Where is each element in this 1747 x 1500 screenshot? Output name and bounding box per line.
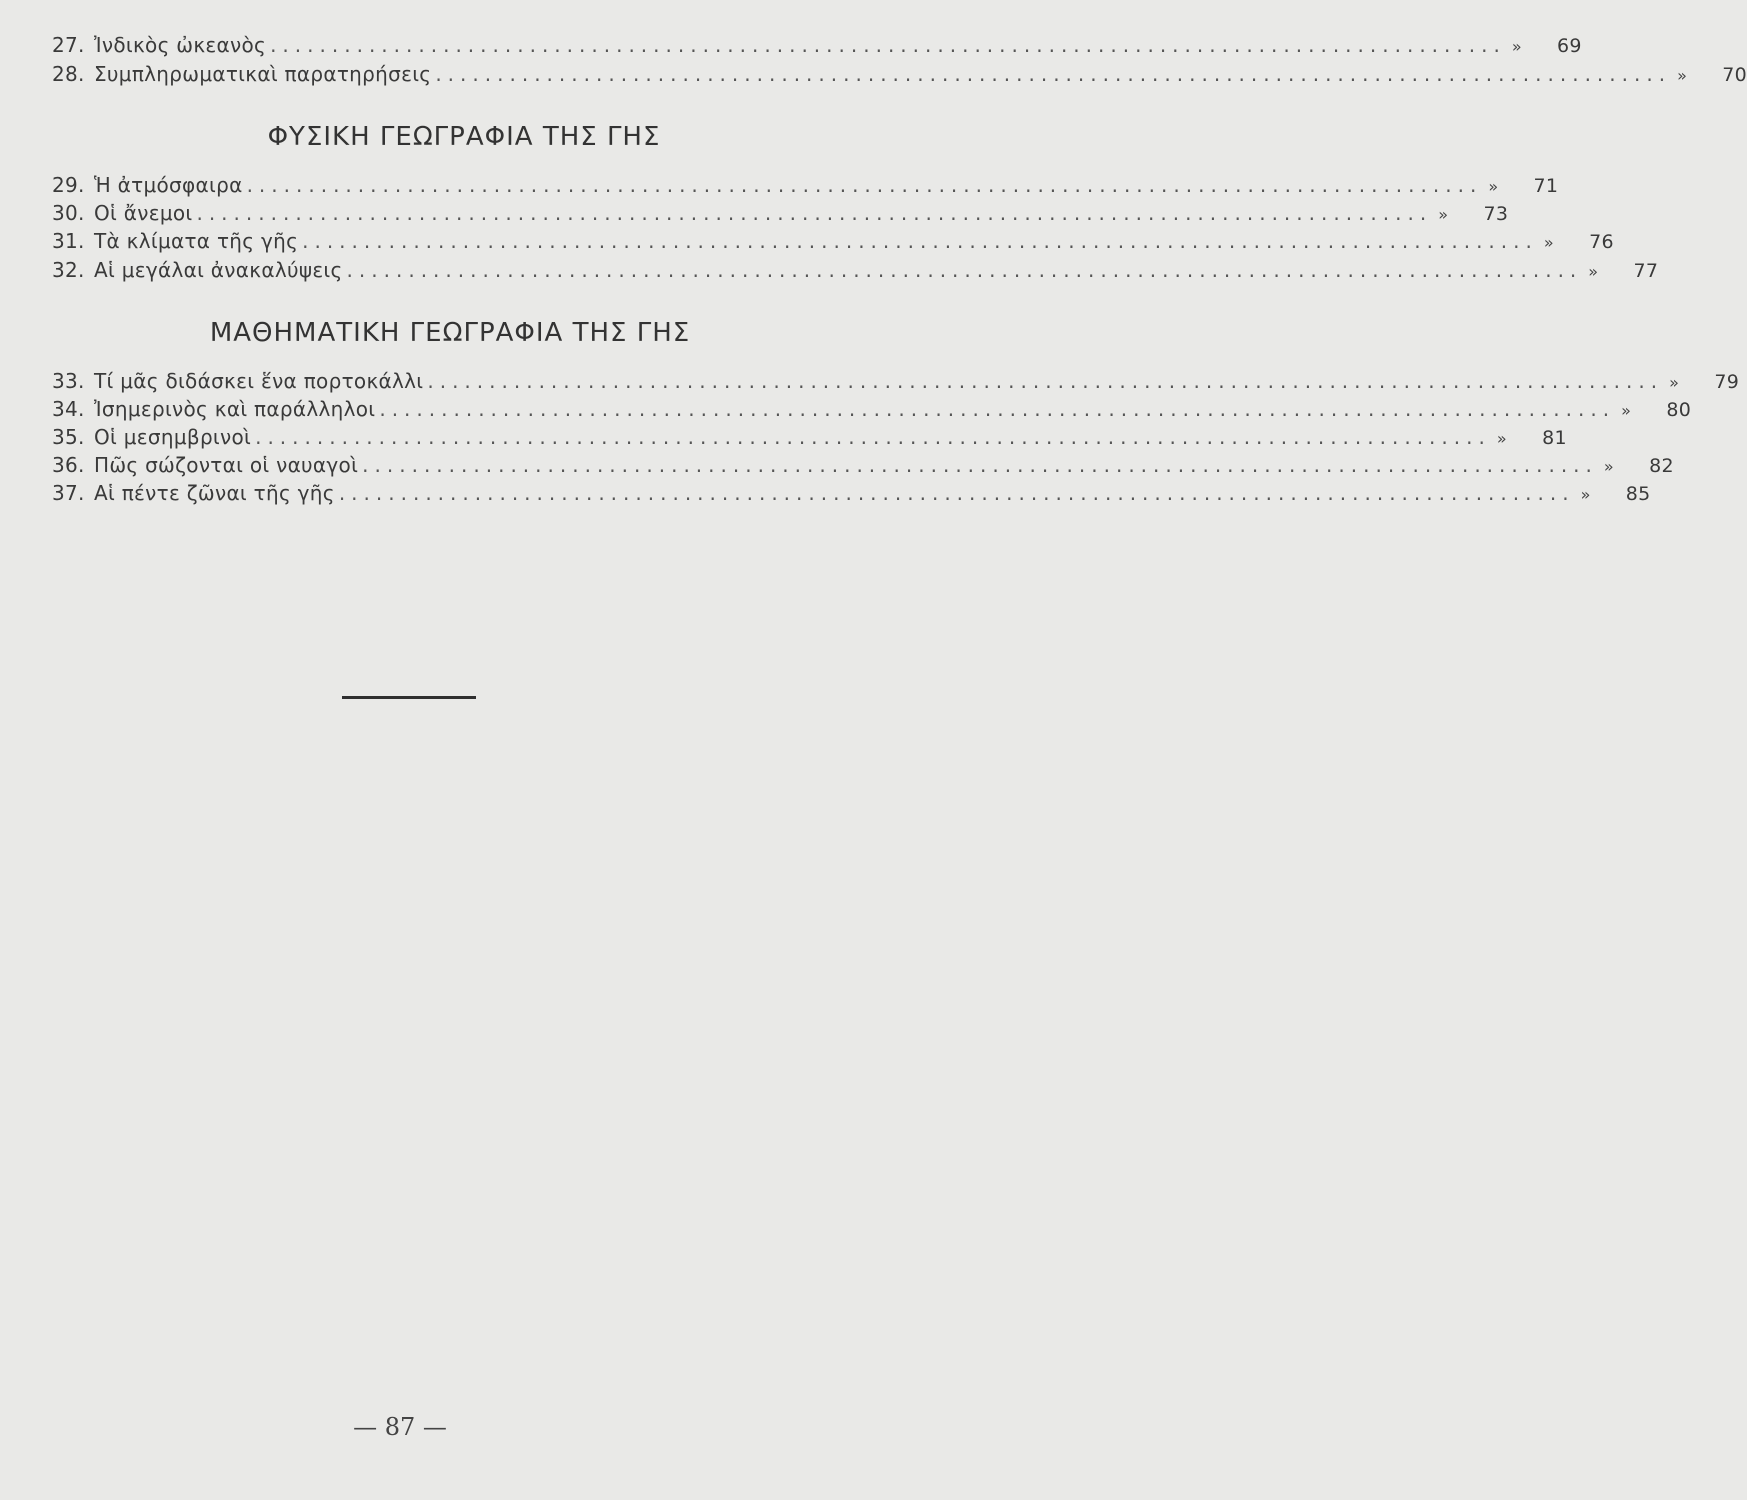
ditto-mark: » bbox=[1588, 262, 1599, 281]
entry-number: 32. bbox=[52, 258, 85, 282]
entry-number: 37. bbox=[52, 481, 85, 505]
ditto-mark: » bbox=[1580, 485, 1591, 504]
end-rule bbox=[342, 696, 476, 699]
ditto-mark: » bbox=[1621, 401, 1632, 420]
entry-title: Αἱ μεγάλαι ἀνακαλύψεις bbox=[94, 258, 343, 282]
entry-page: 70 bbox=[1722, 64, 1747, 86]
toc-entry bbox=[52, 171, 1559, 199]
ditto-mark: » bbox=[1543, 233, 1554, 252]
toc-entry bbox=[52, 31, 1582, 59]
ditto-mark: » bbox=[1669, 373, 1680, 392]
entry-page: 71 bbox=[1533, 175, 1559, 197]
page-number: — 87 — bbox=[353, 1413, 447, 1441]
entry-number: 29. bbox=[52, 173, 85, 197]
entry-number: 30. bbox=[52, 201, 85, 225]
toc-entry bbox=[52, 367, 1740, 395]
ditto-mark: » bbox=[1488, 177, 1499, 196]
dot-leader: .................................................................................................... bbox=[346, 258, 1583, 282]
dot-leader: .................................................................................................... bbox=[302, 229, 1538, 253]
dot-leader: .................................................................................................... bbox=[338, 481, 1575, 505]
toc-entry bbox=[52, 199, 1509, 227]
entry-title: Ἡ ἀτμόσφαιρα bbox=[94, 173, 243, 197]
entry-number: 36. bbox=[52, 453, 85, 477]
entry-title: Αἱ πέντε ζῶναι τῆς γῆς bbox=[94, 481, 335, 505]
dot-leader: .................................................................................................... bbox=[362, 453, 1598, 477]
entry-page: 81 bbox=[1542, 427, 1567, 449]
dot-leader: .................................................................................................... bbox=[196, 201, 1433, 225]
ditto-mark: » bbox=[1496, 429, 1507, 448]
entry-number: 28. bbox=[52, 62, 85, 86]
ditto-mark: » bbox=[1438, 205, 1449, 224]
dot-leader: .................................................................................................... bbox=[270, 33, 1506, 57]
toc-entry bbox=[52, 395, 1692, 423]
entry-title: Ἰσημερινὸς καὶ παράλληλοι bbox=[94, 397, 376, 421]
toc-entry bbox=[52, 479, 1651, 507]
entry-page: 82 bbox=[1649, 455, 1674, 477]
entry-page: 79 bbox=[1714, 371, 1740, 393]
entry-title: Οἱ μεσημβρινοὶ bbox=[94, 425, 252, 449]
entry-title: Τὰ κλίματα τῆς γῆς bbox=[94, 229, 299, 253]
dot-leader: .................................................................................................... bbox=[379, 397, 1616, 421]
entry-title: Ἰνδικὸς ὠκεανὸς bbox=[94, 33, 267, 57]
entry-number: 31. bbox=[52, 229, 85, 253]
toc-entry bbox=[52, 60, 1747, 88]
dot-leader: .................................................................................................... bbox=[255, 425, 1491, 449]
ditto-mark: » bbox=[1677, 66, 1688, 85]
ditto-mark: » bbox=[1603, 457, 1614, 476]
toc-entry bbox=[52, 256, 1659, 284]
entry-title: Τί μᾶς διδάσκει ἕνα πορτοκάλλι bbox=[94, 369, 424, 393]
toc-entry bbox=[52, 227, 1614, 255]
entry-title: Συμπληρωματικαὶ παρατηρήσεις bbox=[94, 62, 432, 86]
ditto-mark: » bbox=[1511, 37, 1522, 56]
entry-number: 35. bbox=[52, 425, 85, 449]
entry-number: 33. bbox=[52, 369, 85, 393]
entry-title: Οἱ ἄνεμοι bbox=[94, 201, 193, 225]
section-heading: ΦΥΣΙΚΗ ΓΕΩΓΡΑΦΙΑ ΤΗΣ ΓΗΣ bbox=[267, 122, 661, 152]
dot-leader: .................................................................................................... bbox=[427, 369, 1664, 393]
entry-page: 76 bbox=[1589, 231, 1614, 253]
entry-page: 85 bbox=[1625, 483, 1651, 505]
entry-page: 73 bbox=[1483, 203, 1509, 225]
entry-number: 27. bbox=[52, 33, 85, 57]
dot-leader: .................................................................................................... bbox=[246, 173, 1483, 197]
toc-entry bbox=[52, 423, 1567, 451]
section-heading: ΜΑΘΗΜΑΤΙΚΗ ΓΕΩΓΡΑΦΙΑ ΤΗΣ ΓΗΣ bbox=[209, 318, 691, 348]
dot-leader: .................................................................................................... bbox=[435, 62, 1672, 86]
entry-page: 69 bbox=[1557, 35, 1582, 57]
entry-number: 34. bbox=[52, 397, 85, 421]
toc-entry bbox=[52, 451, 1674, 479]
entry-title: Πῶς σώζονται οἱ ναυαγοὶ bbox=[94, 453, 359, 477]
entry-page: 80 bbox=[1666, 399, 1692, 421]
entry-page: 77 bbox=[1633, 260, 1659, 282]
